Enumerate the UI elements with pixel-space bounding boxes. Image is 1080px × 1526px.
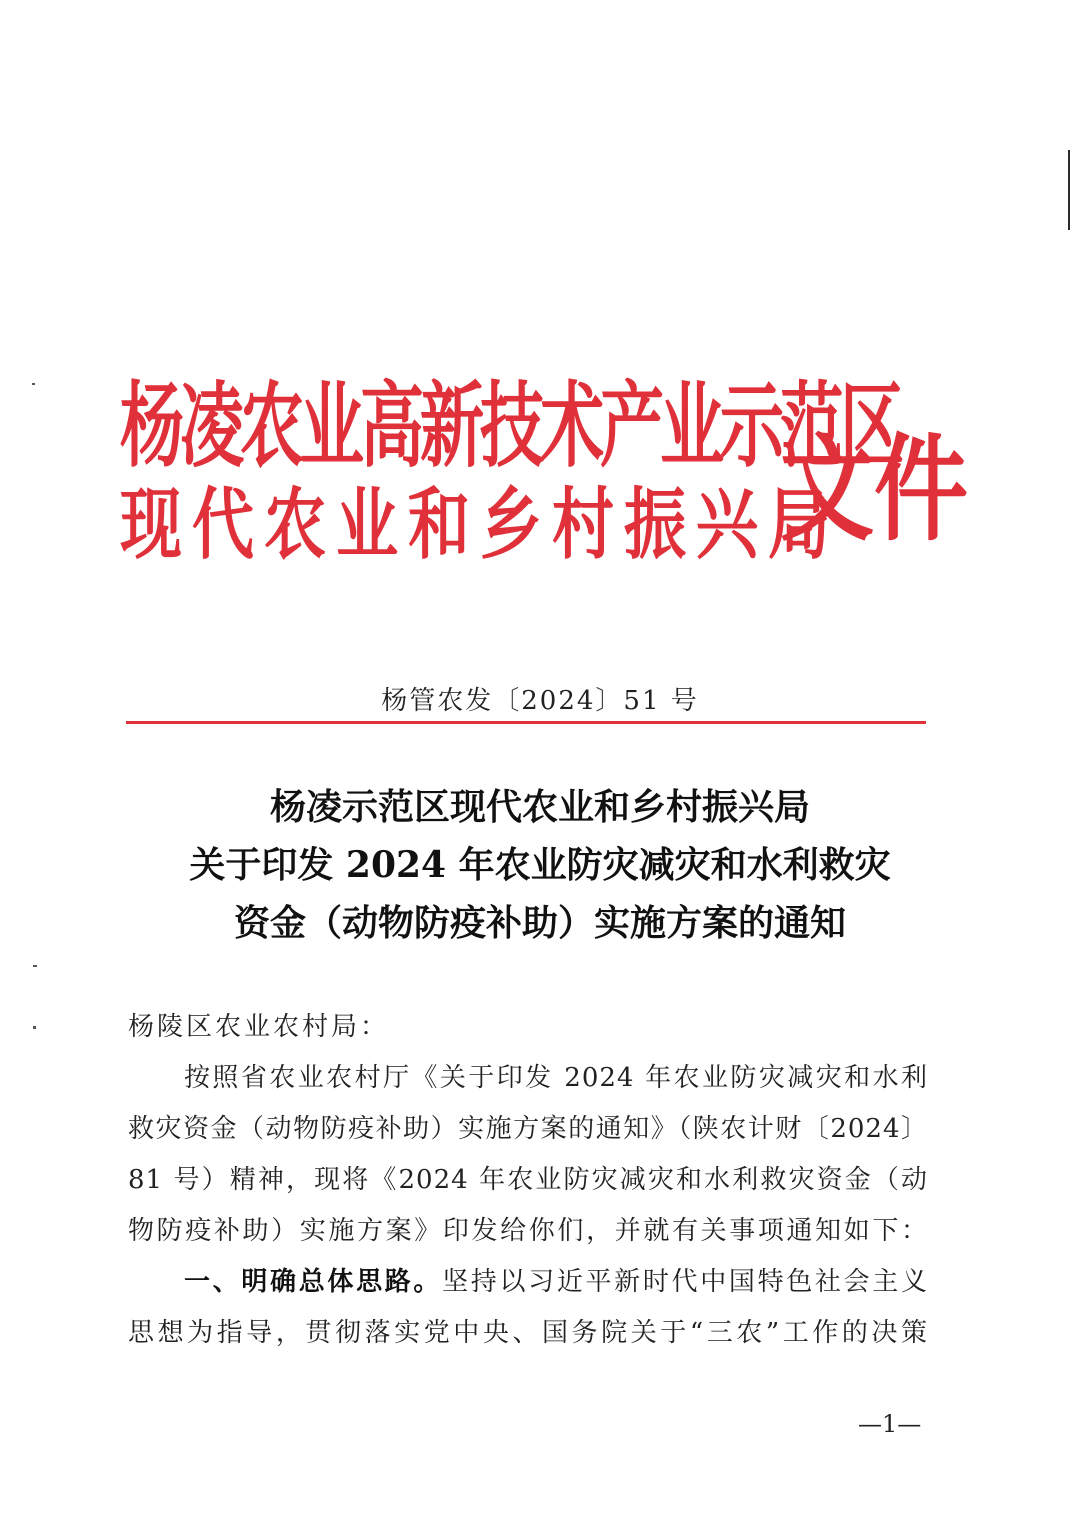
scan-edge-mark xyxy=(1068,150,1070,230)
red-letterhead xyxy=(120,352,969,570)
paragraph-1-line-2: 救灾资金（动物防疫补助）实施方案的通知》（陕农计财〔2024〕 xyxy=(128,1114,928,1144)
page-number: —1— xyxy=(858,1410,922,1438)
section-heading-1: 一、明确总体思路。 xyxy=(184,1267,443,1297)
title-line-1: 杨凌示范区现代农业和乡村振兴局 xyxy=(269,786,810,828)
scan-speck xyxy=(33,965,37,967)
document-title xyxy=(80,778,1000,952)
scan-speck xyxy=(33,1026,36,1029)
document-number: 杨管农发〔2024〕51 号 xyxy=(381,686,699,716)
paragraph-2-line-1-text: 坚持以习近平新时代中国特色社会主义 xyxy=(442,1267,928,1297)
paragraph-1-line-3: 81 号）精神，现将《2024 年农业防灾减灾和水利救灾资金（动 xyxy=(128,1165,928,1195)
paragraph-2-line-2: 思想为指导，贯彻落实党中央、国务院关于“三农”工作的决策 xyxy=(128,1318,928,1348)
paragraph-2-line-1 xyxy=(128,1257,928,1308)
letterhead-line-2: 现代农业和乡村振兴局 xyxy=(120,478,841,570)
title-line-3: 资金（动物防疫补助）实施方案的通知 xyxy=(233,902,846,944)
scan-speck xyxy=(32,383,35,385)
document-body xyxy=(128,1002,928,1359)
title-line-2: 关于印发 2024 年农业防灾减灾和水利救灾 xyxy=(189,844,891,886)
paragraph-1-line-1: 按照省农业农村厅《关于印发 2024 年农业防灾减灾和水利 xyxy=(184,1063,928,1093)
salutation: 杨陵区农业农村局： xyxy=(128,1012,390,1042)
letterhead-line-1: 杨凌农业高新技术产业示范区 xyxy=(120,372,900,482)
paragraph-1-line-4: 物防疫补助）实施方案》印发给你们，并就有关事项通知如下： xyxy=(128,1216,928,1246)
letterhead-suffix: 文件 xyxy=(780,422,969,557)
red-separator-rule xyxy=(126,721,926,724)
